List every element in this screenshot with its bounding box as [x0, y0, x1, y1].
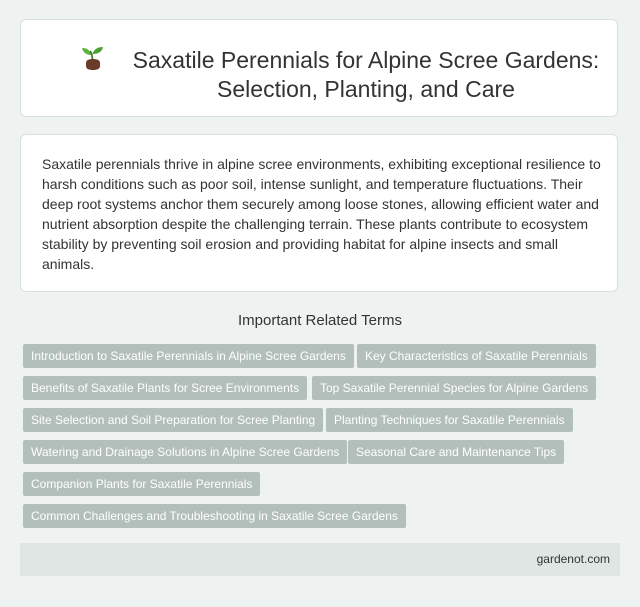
- term-tag[interactable]: Benefits of Saxatile Plants for Scree Environments: [23, 376, 307, 400]
- term-tag[interactable]: Companion Plants for Saxatile Perennials: [23, 472, 260, 496]
- term-tag[interactable]: Introduction to Saxatile Perennials in Alpine Scree Gardens: [23, 344, 354, 368]
- term-tag[interactable]: Site Selection and Soil Preparation for Scree Planting: [23, 408, 323, 432]
- term-tag[interactable]: Planting Techniques for Saxatile Perennials: [326, 408, 573, 432]
- term-tag[interactable]: Top Saxatile Perennial Species for Alpine Gardens: [312, 376, 596, 400]
- term-tag[interactable]: Seasonal Care and Maintenance Tips: [348, 440, 564, 464]
- header-card: [20, 19, 618, 117]
- term-tag[interactable]: Common Challenges and Troubleshooting in Saxatile Scree Gardens: [23, 504, 406, 528]
- term-tag[interactable]: Key Characteristics of Saxatile Perennials: [357, 344, 596, 368]
- summary-text: Saxatile perennials thrive in alpine scree environments, exhibiting exceptional resilience to harsh conditions such as poor soil, intense sunlight, and temperature fluctuations. Their deep root systems anchor them securely among loose stones, allowing efficient water and nutrient absorption despite the challenging terrain. These plants contribute to ecosystem stability by preventing soil erosion and providing habitat for alpine insects and small animals.: [42, 156, 601, 272]
- seedling-icon: [79, 44, 107, 72]
- summary-card: [20, 134, 618, 292]
- term-tag[interactable]: Watering and Drainage Solutions in Alpine Scree Gardens: [23, 440, 347, 464]
- page-title: Saxatile Perennials for Alpine Scree Gardens: Selection, Planting, and Care: [132, 47, 600, 102]
- related-terms-heading: Important Related Terms: [238, 312, 402, 329]
- footer: [20, 543, 620, 576]
- footer-site-link[interactable]: gardenot.com: [536, 552, 610, 566]
